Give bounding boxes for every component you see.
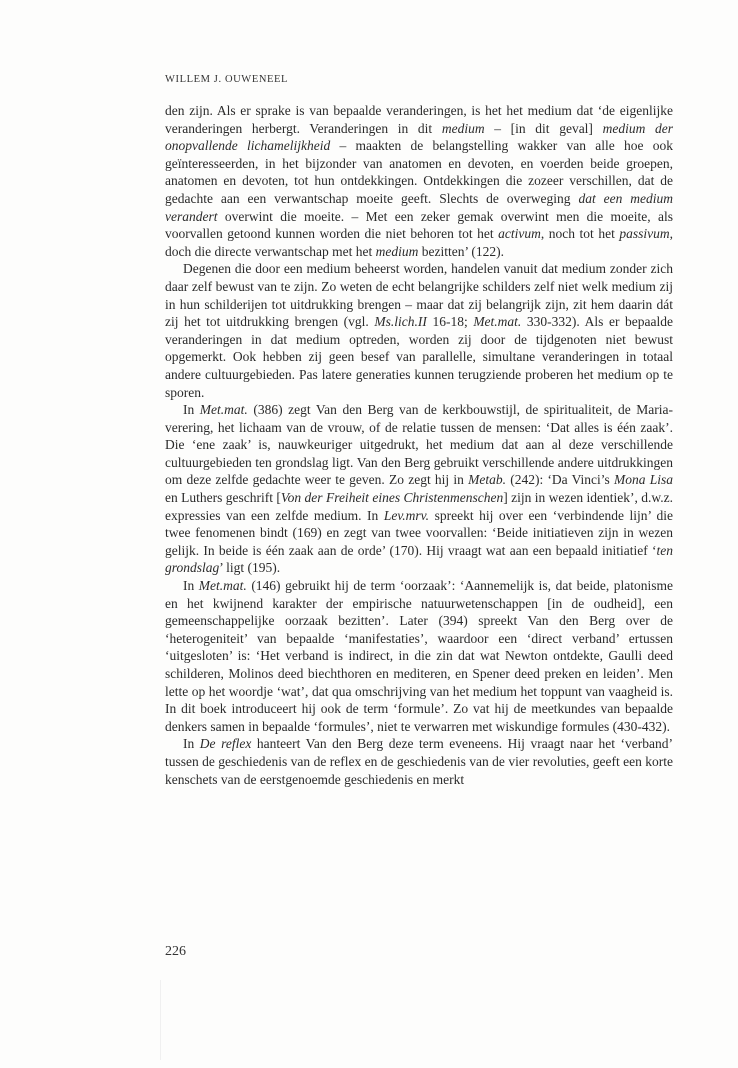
text-run: ’ ligt (195).: [219, 560, 281, 576]
italic-text-run: Metab.: [468, 472, 506, 488]
italic-text-run: Von der Freiheit eines Christenmenschen: [280, 490, 504, 506]
text-run: en Luthers geschrift [: [165, 490, 281, 506]
italic-text-run: Mona Lisa: [614, 472, 674, 488]
text-run: 16-18;: [426, 314, 474, 330]
text-run: , doch die directe verwantschap met het: [165, 226, 673, 259]
italic-text-run: De reflex: [199, 736, 252, 752]
italic-text-run: dat een medium verandert: [165, 190, 673, 224]
italic-text-run: Met.mat.: [473, 314, 522, 330]
text-run: spreekt hij over een ‘verbindende lijn’ die twee fenomenen bindt (169) en zegt van twee voorvallen: ‘Beide initiatieven zijn in wezen gelijk. In beide is één zaak aan de orde’ (170). Hij vraagt wat aan een bepaald initiatief ‘: [165, 507, 674, 558]
italic-text-run: medium: [441, 120, 485, 136]
text-run: In: [183, 736, 200, 752]
italic-text-run: Met.mat.: [199, 402, 248, 418]
text-run: Degenen die door een medium beheerst worden, handelen vanuit dat medium zonder zich daar zelf bewust van te zijn. Zo weten de echt belangrijke schilders zelf niet welk medium zij in hun schilderijen tot uitdrukking brengen – maar dat zij belangrijk zijn, zit hem daarin dát zij het tot uitdrukking brengen (vgl.: [165, 261, 673, 330]
italic-text-run: Ms.lich.II: [374, 314, 427, 330]
paragraph-4: [165, 577, 673, 735]
paragraph-5: [165, 735, 673, 788]
page-number: 226: [165, 944, 186, 959]
text-run: ] zijn in wezen identiek’, d.w.z. expressies van een zelfde medium. In: [165, 490, 673, 523]
italic-text-run: activum: [498, 226, 541, 242]
paragraph-1: [165, 102, 673, 260]
paragraph-2: [165, 260, 673, 401]
text-run: – maakten de belangstelling wakker van alle hoe ook geïnteresseerden, in het bijzonder van anatomen en devoten, en voerden beide groepen, anatomen en devoten, tot hun ontdekkingen. Ontdekkingen die zozeer verschillen, dat de gedachte aan een verwantschap moeite geeft. Slechts de overweging: [165, 138, 673, 206]
paragraph-3: [165, 401, 673, 577]
text-run: (386) zegt Van den Berg van de kerkbouwstijl, de spiritualiteit, de Maria-verering, het lichaam van de vrouw, of de relatie tussen de mensen: ‘Dat alles is één zaak’. Die ‘ene zaak’ is, nauwkeuriger uitgedrukt, het medium dat aan al deze verschillende cultuurgebieden ten grondslag ligt. Van den Berg gebruikt verschillende andere uitdrukkingen om deze zelfde gedachte weer te geven. Zo zegt hij in: [165, 402, 673, 488]
text-run: bezitten’ (122).: [418, 243, 505, 259]
italic-text-run: Met.mat.: [198, 578, 247, 594]
text-run: (242): ‘Da Vinci’s: [505, 472, 615, 488]
text-run: hanteert Van den Berg deze term eveneens. Hij vraagt naar het ‘verband’ tussen de geschiedenis van de reflex en de geschiedenis van de vier revoluties, geeft een korte kenschets van de eerstgenoemde geschiedenis en merkt: [165, 736, 673, 787]
italic-text-run: medium: [375, 243, 419, 259]
text-run: (146) gebruikt hij de term ‘oorzaak’: ‘Aannemelijk is, dat beide, platonisme en het kwijnend karakter der empirische natuurwetenschappen [in de oudheid], een gemeenschappelijke oorzaak bezitten’. Later (394) spreekt Van den Berg over de ‘heterogeniteit’ van bepaalde ‘manifestaties’, waardoor een ‘direct verband’ ertussen ‘uitgesloten’ is: ‘Het verband is indirect, in die zin dat wat Newton ontdekte, Gaulli deed schilderen, Molinos deed biechthoren en mediteren, en Spener deed preken en leiden’. Men lette op het woordje ‘wat’, dat qua omschrijving van het medium het toppunt van vaagheid is. In dit boek introduceert hij ook de term ‘formule’. Zo vat hij de meetkundes van bepaalde denkers samen in bepaalde ‘formules’, niet te verwarren met wiskundige formules (430-432).: [165, 578, 673, 734]
scan-artifact-line: [160, 980, 161, 1060]
italic-text-run: medium der onopvallende lichamelijkheid: [165, 120, 673, 154]
body-text: [165, 102, 673, 788]
text-run: In: [183, 402, 200, 418]
text-run: , noch tot het: [540, 226, 620, 242]
text-run: In: [183, 578, 199, 594]
text-run: – [in dit geval]: [484, 120, 603, 136]
italic-text-run: Lev.mrv.: [383, 507, 430, 523]
italic-text-run: passivum: [619, 226, 670, 242]
text-run: 330-332). Als er bepaalde veranderingen in dat medium optreden, worden zij door de tijdgenoten niet bewust opgemerkt. Ook hebben zij geen besef van parallelle, simultane veranderingen in totaal andere cultuurgebieden. Pas latere generaties kunnen terugziende proberen het medium op te sporen.: [165, 314, 674, 400]
text-run: den zijn. Als er sprake is van bepaalde veranderingen, is het het medium dat ‘de eigenlijke veranderingen herbergt. Veranderingen in dit: [165, 103, 673, 136]
italic-text-run: ten grondslag: [165, 542, 673, 576]
running-head: WILLEM J. OUWENEEL: [165, 74, 289, 85]
text-run: overwint die moeite. – Met een zeker gemak overwint men die moeite, als voorvallen getoond kunnen worden die niet behoren tot het: [165, 208, 673, 242]
